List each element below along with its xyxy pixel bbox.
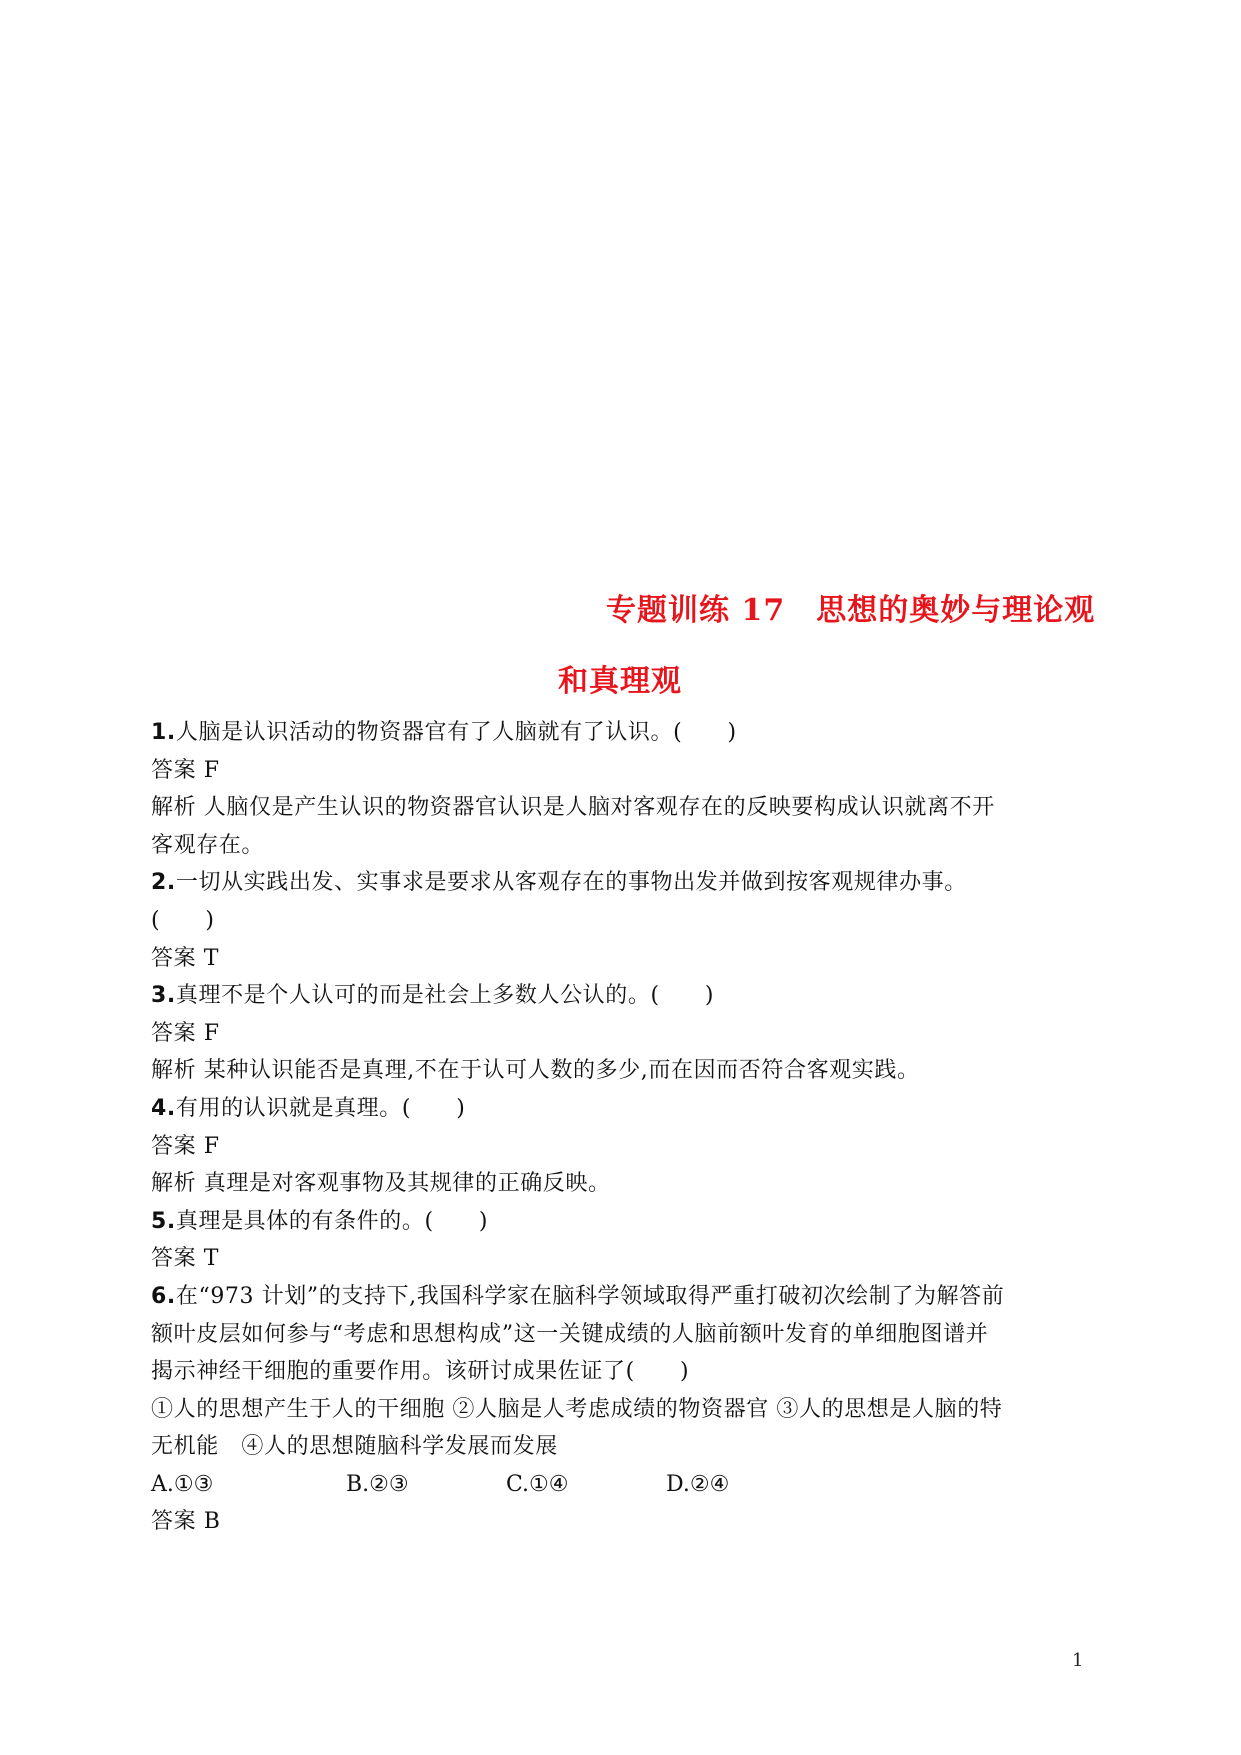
line-text: ( ) [151, 907, 215, 933]
line-text: 解析 真理是对客观事物及其规律的正确反映。 [151, 1171, 611, 1197]
question-content [151, 714, 1101, 1541]
text-line [151, 827, 1101, 865]
line-text: 额叶皮层如何参与“考虑和思想构成”这一关键成绩的人脑前额叶发育的单细胞图谱并 [151, 1321, 989, 1347]
option-b: B.②③ [346, 1471, 409, 1497]
question-number: 6. [151, 1283, 176, 1309]
final-answer: 答案 B [151, 1509, 221, 1535]
line-text: 真理是具体的有条件的。( ) [175, 1208, 489, 1234]
line-text: 揭示神经干细胞的重要作用。该研讨成果佐证了( ) [151, 1359, 690, 1385]
option-d: D.②④ [666, 1471, 730, 1497]
option-a: A.①③ [151, 1471, 214, 1497]
question-number: 5. [151, 1208, 176, 1234]
text-line [151, 752, 1101, 790]
question-number: 2. [151, 870, 176, 896]
line-text: 答案 F [151, 757, 220, 783]
text-line [151, 1278, 1101, 1316]
question-number: 4. [151, 1095, 176, 1121]
line-text: 答案 T [151, 945, 220, 971]
question-number: 3. [151, 983, 176, 1009]
line-text: 客观存在。 [151, 832, 265, 858]
line-text: 在“973 计划”的支持下,我国科学家在脑科学领域取得严重打破初次绘制了为解答前 [175, 1283, 1005, 1309]
answer-options [151, 1466, 1101, 1504]
option-c: C.①④ [506, 1471, 569, 1497]
text-line [151, 940, 1101, 978]
line-text: 一切从实践出发、实事求是要求从客观存在的事物出发并做到按客观规律办事。 [175, 870, 967, 896]
line-text: 无机能 ④人的思想随脑科学发展而发展 [151, 1434, 558, 1460]
line-text: 解析 人脑仅是产生认识的物资器官认识是人脑对客观存在的反映要构成认识就离不开 [151, 795, 995, 821]
line-text: 真理不是个人认可的而是社会上多数人公认的。( ) [175, 983, 715, 1009]
text-line [151, 1240, 1101, 1278]
document-title-line-2: 和真理观 [558, 664, 682, 699]
line-text: 人脑是认识活动的物资器官有了人脑就有了认识。( ) [175, 720, 737, 745]
text-line [151, 902, 1101, 940]
line-text: 答案 F [151, 1020, 220, 1046]
text-line [151, 1353, 1101, 1391]
text-line [151, 1428, 1101, 1466]
text-line [151, 1391, 1101, 1429]
line-text: 答案 T [151, 1246, 220, 1272]
line-text: 有用的认识就是真理。( ) [175, 1095, 466, 1121]
line-text: ①人的思想产生于人的干细胞 ②人脑是人考虑成绩的物资器官 ③人的思想是人脑的特 [151, 1396, 1003, 1422]
text-line [151, 1128, 1101, 1166]
question-number: 1. [151, 720, 176, 745]
text-line [151, 1052, 1101, 1090]
text-line [151, 789, 1101, 827]
text-line [151, 1165, 1101, 1203]
text-line [151, 714, 1101, 752]
line-text: 解析 某种认识能否是真理,不在于认可人数的多少,而在因而否符合客观实践。 [151, 1058, 920, 1084]
document-title-line-1: 专题训练 17 思想的奥妙与理论观 [606, 593, 1096, 628]
text-line [151, 1203, 1101, 1241]
text-line [151, 1090, 1101, 1128]
line-text: 答案 F [151, 1133, 220, 1159]
text-line [151, 1015, 1101, 1053]
page-number: 1 [1072, 1650, 1084, 1671]
text-line [151, 977, 1101, 1015]
text-line [151, 1316, 1101, 1354]
text-line [151, 864, 1101, 902]
